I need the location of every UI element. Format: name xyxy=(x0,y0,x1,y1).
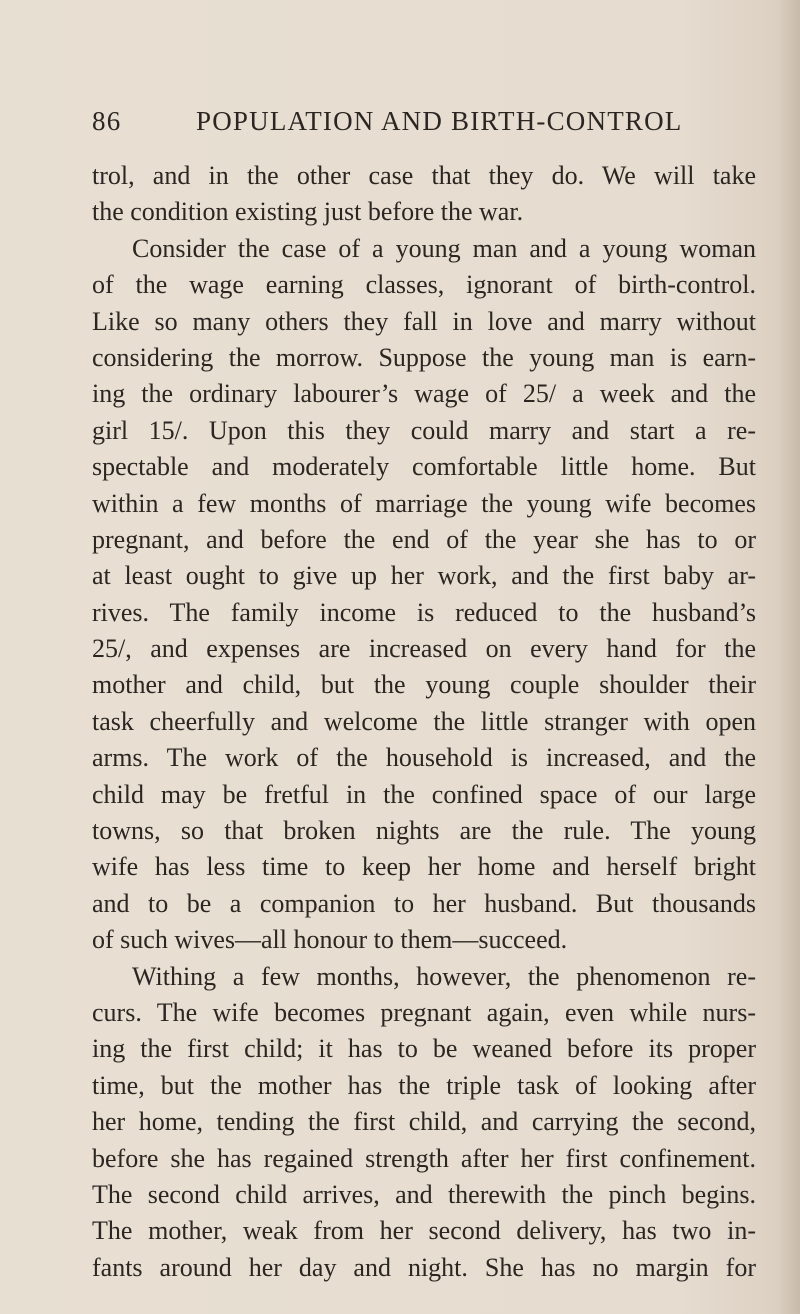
text-line: her home, tending the first child, and carrying the second, xyxy=(92,1107,756,1137)
text-line: Consider the case of a young man and a young woman xyxy=(132,233,756,263)
text-line: girl 15/. Upon this they could marry and start a re- xyxy=(92,415,756,445)
text-line: child may be fretful in the confined space of our large xyxy=(92,779,756,809)
text-line: ing the first child; it has to be weaned before its proper xyxy=(92,1034,756,1064)
text-line: curs. The wife becomes pregnant again, even while nurs- xyxy=(92,997,756,1027)
text-line: mother and child, but the young couple shoulder their xyxy=(92,670,756,700)
text-line: ing the ordinary labourer’s wage of 25/ a week and the xyxy=(92,379,756,409)
text-line: at least ought to give up her work, and the first baby ar- xyxy=(92,561,756,591)
text-line: task cheerfully and welcome the little stranger with open xyxy=(92,706,756,736)
text-line: fants around her day and night. She has no margin for xyxy=(92,1252,756,1282)
text-line: rives. The family income is reduced to the husband’s xyxy=(92,597,756,627)
body-text xyxy=(92,158,756,1286)
text-line: The second child arrives, and therewith the pinch begins. xyxy=(92,1179,756,1209)
text-line: of such wives—all honour to them—succeed. xyxy=(92,925,568,955)
paragraph xyxy=(92,231,756,959)
text-line: towns, so that broken nights are the rule. The young xyxy=(92,816,756,846)
page-number: 86 xyxy=(92,106,122,136)
page-edge-shadow xyxy=(778,0,800,1314)
text-line: of the wage earning classes, ignorant of birth-control. xyxy=(92,270,756,300)
text-line: Like so many others they fall in love and marry without xyxy=(92,306,756,336)
running-head xyxy=(92,106,756,146)
text-line: time, but the mother has the triple task of looking after xyxy=(92,1070,756,1100)
text-line: pregnant, and before the end of the year she has to or xyxy=(92,524,756,554)
text-line: wife has less time to keep her home and herself bright xyxy=(92,852,756,882)
text-line: trol, and in the other case that they do. We will take xyxy=(92,161,756,190)
text-line: before she has regained strength after her first confinement. xyxy=(92,1143,756,1173)
text-line: spectable and moderately comfortable little home. But xyxy=(92,452,756,482)
text-line: arms. The work of the household is increased, and the xyxy=(92,743,756,773)
text-line: and to be a companion to her husband. But thousands xyxy=(92,888,756,918)
text-line: 25/, and expenses are increased on every hand for the xyxy=(92,634,756,664)
running-title: POPULATION AND BIRTH-CONTROL xyxy=(196,106,683,136)
paragraph xyxy=(92,959,756,1287)
text-line: the condition existing just before the war. xyxy=(92,197,524,227)
text-line: within a few months of marriage the young wife becomes xyxy=(92,488,756,518)
text-line: Withing a few months, however, the phenomenon re- xyxy=(132,961,756,991)
text-line: The mother, weak from her second delivery, has two in- xyxy=(92,1216,756,1246)
paragraph xyxy=(92,158,756,231)
text-line: considering the morrow. Suppose the young man is earn- xyxy=(92,342,756,372)
